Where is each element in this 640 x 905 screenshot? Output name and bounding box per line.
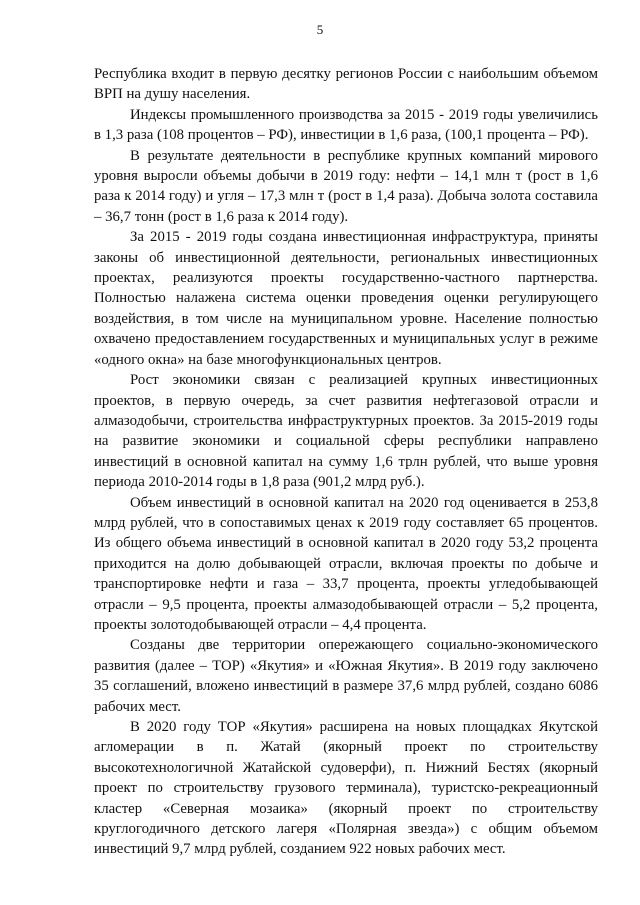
paragraph-advanced-development-territories: Созданы две территории опережающего социально-экономического развития (далее – ТОР) «Якутия» и «Южная Якутия». В 2019 году заключено 35 соглашений, вложено инвестиций в размере 37,6 млрд рублей, создано 6086 рабочих мест. (94, 637, 598, 715)
paragraph-economic-growth: Рост экономики связан с реализацией крупных инвестиционных проектов, в первую очередь, за счет развития нефтегазовой отрасли и алмазодобычи, строительства инфраструктурных проектов. За 2015-2019 годы на развитие экономики и социальной сферы республики направлено инвестиций в основной капитал на сумму 1,6 трлн рублей, что выше уровня периода 2010-2014 годы в 1,8 раза (901,2 млрд руб.). (94, 372, 598, 491)
paragraph-tor-yakutia-2020: В 2020 году ТОР «Якутия» расширена на новых площадках Якутской агломерации в п. Жатай (якорный проект по строительству высокотехнологичной Жатайской судоверфи), п. Нижний Бестях (якорный проект по строительству грузового терминала), туристско-рекреационный кластер «Северная мозаика» (якорный проект по строительству круглогодичного детского лагеря «Полярная звезда») с общим объемом инвестиций 9,7 млрд рублей, созданием 922 новых рабочих мест. (94, 719, 598, 858)
paragraph-mining-output: В результате деятельности в республике крупных компаний мирового уровня выросли объемы добычи в 2019 году: нефти – 14,1 млн т (рост в 1,6 раза к 2014 году) и угля – 17,3 млн т (рост в 1,4 раза). Добыча золота составила – 36,7 тонн (рост в 1,6 раза к 2014 году). (94, 147, 598, 225)
page-number: 5 (316, 22, 324, 37)
paragraph-investment-infrastructure: За 2015 - 2019 годы создана инвестиционная инфраструктура, приняты законы об инвестиционной деятельности, региональных инвестиционных проектах, реализуются проекты государственно-частного партнерства. Полностью налажена система оценки проведения оценки регулирующего воздействия, в том числе на муниципальном уровне. Население полностью охвачено предоставлением государственных и муниципальных услуг в режиме «одного окна» на базе многофункциональных центров. (94, 229, 598, 368)
document-body (94, 64, 598, 860)
paragraph-industrial-indices: Индексы промышленного производства за 2015 - 2019 годы увеличились в 1,3 раза (108 процентов – РФ), инвестиции в 1,6 раза, (100,1 процента – РФ). (94, 106, 598, 144)
paragraph-vrp: Республика входит в первую десятку регионов России с наибольшим объемом ВРП на душу населения. (94, 66, 598, 103)
paragraph-investment-volume-2020: Объем инвестиций в основной капитал на 2020 год оценивается в 253,8 млрд рублей, что в сопоставимых ценах к 2019 году составляет 65 процентов. Из общего объема инвестиций в основной капитал в 2020 году 53,2 процента приходится на долю добывающей отрасли, включая проекты по добыче и транспортировке нефти и газа – 33,7 процента, проекты угледобывающей отрасли – 9,5 процента, проекты алмазодобывающей отрасли – 5,2 процента, проекты золотодобывающей отрасли – 4,4 процента. (94, 494, 598, 633)
